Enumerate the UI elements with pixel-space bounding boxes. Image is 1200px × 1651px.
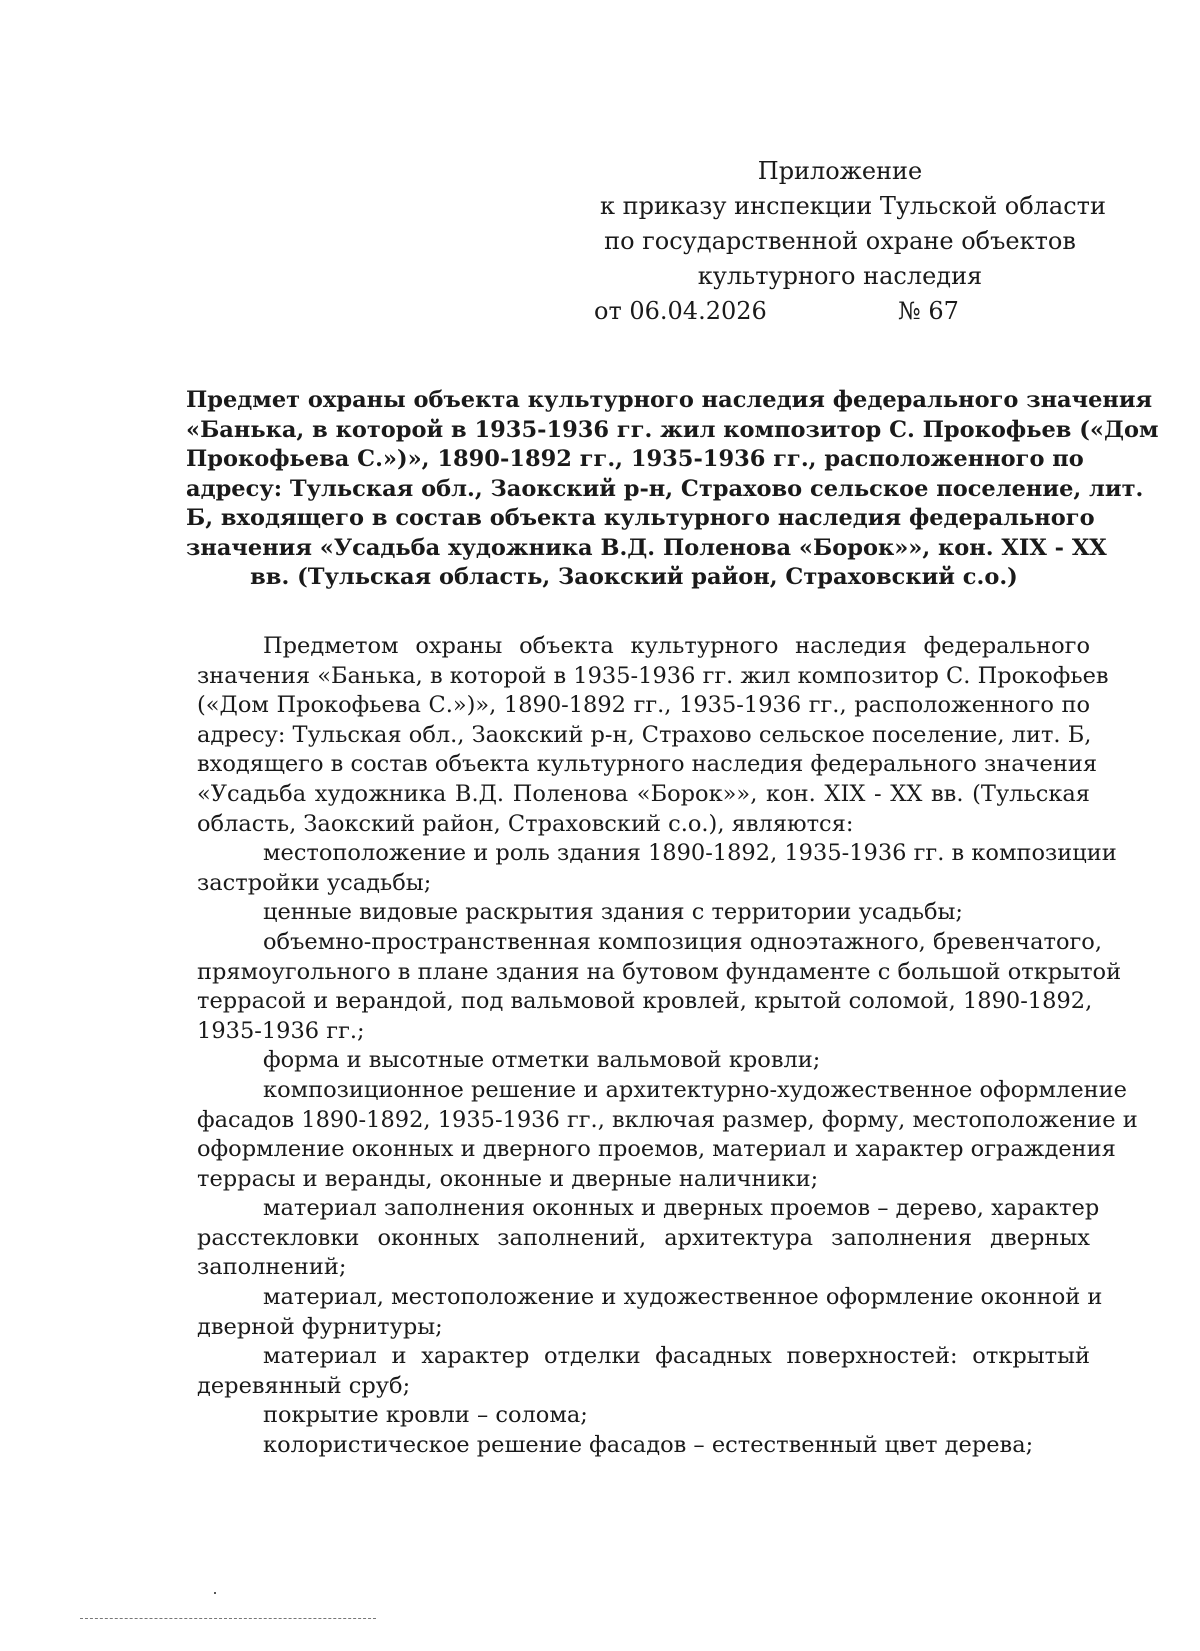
- body-line: оформление оконных и дверного проемов, материал и характер ограждения: [197, 1136, 1116, 1163]
- body-line: фасадов 1890-1892, 1935-1936 гг., включая размер, форму, местоположение и: [197, 1106, 1138, 1133]
- body-line: Предметом охраны объекта культурного наследия федерального: [263, 633, 1090, 659]
- order-date: от 06.04.2026: [594, 297, 767, 325]
- title-line: Предмет охраны объекта культурного наследия федерального значения: [186, 387, 1153, 413]
- footnote-divider: [80, 1618, 376, 1619]
- body-line: «Усадьба художника В.Д. Поленова «Борок»», кон. XIX - XX вв. (Тульская: [197, 780, 1090, 807]
- appendix-order-line: к приказу инспекции Тульской области: [600, 192, 1106, 220]
- body-line: колористическое решение фасадов – естественный цвет дерева;: [263, 1432, 1034, 1459]
- appendix-date-line: [594, 294, 1080, 329]
- body-line: дверной фурнитуры;: [197, 1313, 443, 1340]
- body-line: ценные видовые раскрытия здания с территории усадьбы;: [263, 899, 963, 926]
- title-line: Б, входящего в состав объекта культурного наследия федерального: [186, 505, 1095, 531]
- body-line: застройки усадьбы;: [197, 869, 432, 896]
- body-line: материал заполнения оконных и дверных проемов – дерево, характер: [263, 1195, 1100, 1222]
- order-number: № 67: [898, 297, 959, 325]
- title-line: адресу: Тульская обл., Заокский р-н, Страхово сельское поселение, лит.: [186, 475, 1144, 502]
- document-body: [197, 632, 1138, 1461]
- body-line: композиционное решение и архитектурно-художественное оформление: [263, 1076, 1127, 1103]
- body-line: входящего в состав объекта культурного наследия федерального значения: [197, 751, 1098, 778]
- title-line: «Банька, в которой в 1935-1936 гг. жил композитор С. Прокофьев («Дом: [186, 416, 1159, 443]
- body-line: значения «Банька, в которой в 1935-1936 гг. жил композитор С. Прокофьев: [197, 662, 1109, 689]
- body-line: форма и высотные отметки вальмовой кровли;: [263, 1047, 821, 1074]
- title-line: вв. (Тульская область, Заокский район, Страховский с.о.): [250, 564, 1018, 590]
- body-line: террасы и веранды, оконные и дверные наличники;: [197, 1165, 819, 1192]
- body-line: прямоугольного в плане здания на бутовом фундаменте с большой открытой: [197, 958, 1122, 985]
- body-line: область, Заокский район, Страховский с.о.), являются:: [197, 810, 854, 837]
- body-line: 1935-1936 гг.;: [197, 1017, 365, 1044]
- appendix-authority-line: по государственной охране объектов: [604, 227, 1076, 255]
- body-line: заполнений;: [197, 1254, 347, 1281]
- body-line: террасой и верандой, под вальмовой кровлей, крытой соломой, 1890-1892,: [197, 988, 1093, 1015]
- body-line: («Дом Прокофьева С.»)», 1890-1892 гг., 1935-1936 гг., расположенного по: [197, 692, 1090, 719]
- body-line: объемно-пространственная композиция одноэтажного, бревенчатого,: [263, 928, 1102, 955]
- title-line: Прокофьева С.»)», 1890-1892 гг., 1935-1936 гг., расположенного по: [186, 446, 1084, 472]
- body-line: покрытие кровли – солома;: [263, 1402, 588, 1429]
- appendix-heritage-line: культурного наследия: [697, 262, 983, 290]
- body-line: адресу: Тульская обл., Заокский р-н, Страхово сельское поселение, лит. Б,: [197, 721, 1092, 748]
- appendix-title: Приложение: [757, 157, 923, 185]
- body-line: деревянный сруб;: [197, 1372, 411, 1399]
- title-line: значения «Усадьба художника В.Д. Поленова «Борок»», кон. XIX - XX: [186, 534, 1107, 561]
- body-line: материал, местоположение и художественное оформление оконной и: [263, 1284, 1103, 1311]
- body-line: материал и характер отделки фасадных поверхностей: открытый: [263, 1343, 1090, 1370]
- body-line: расстекловки оконных заполнений, архитектура заполнения дверных: [197, 1224, 1090, 1251]
- document-title: [186, 386, 1159, 593]
- scan-speck: [214, 1592, 216, 1594]
- body-line: местоположение и роль здания 1890-1892, 1935-1936 гг. в композиции: [263, 840, 1117, 867]
- appendix-header: [594, 154, 1106, 329]
